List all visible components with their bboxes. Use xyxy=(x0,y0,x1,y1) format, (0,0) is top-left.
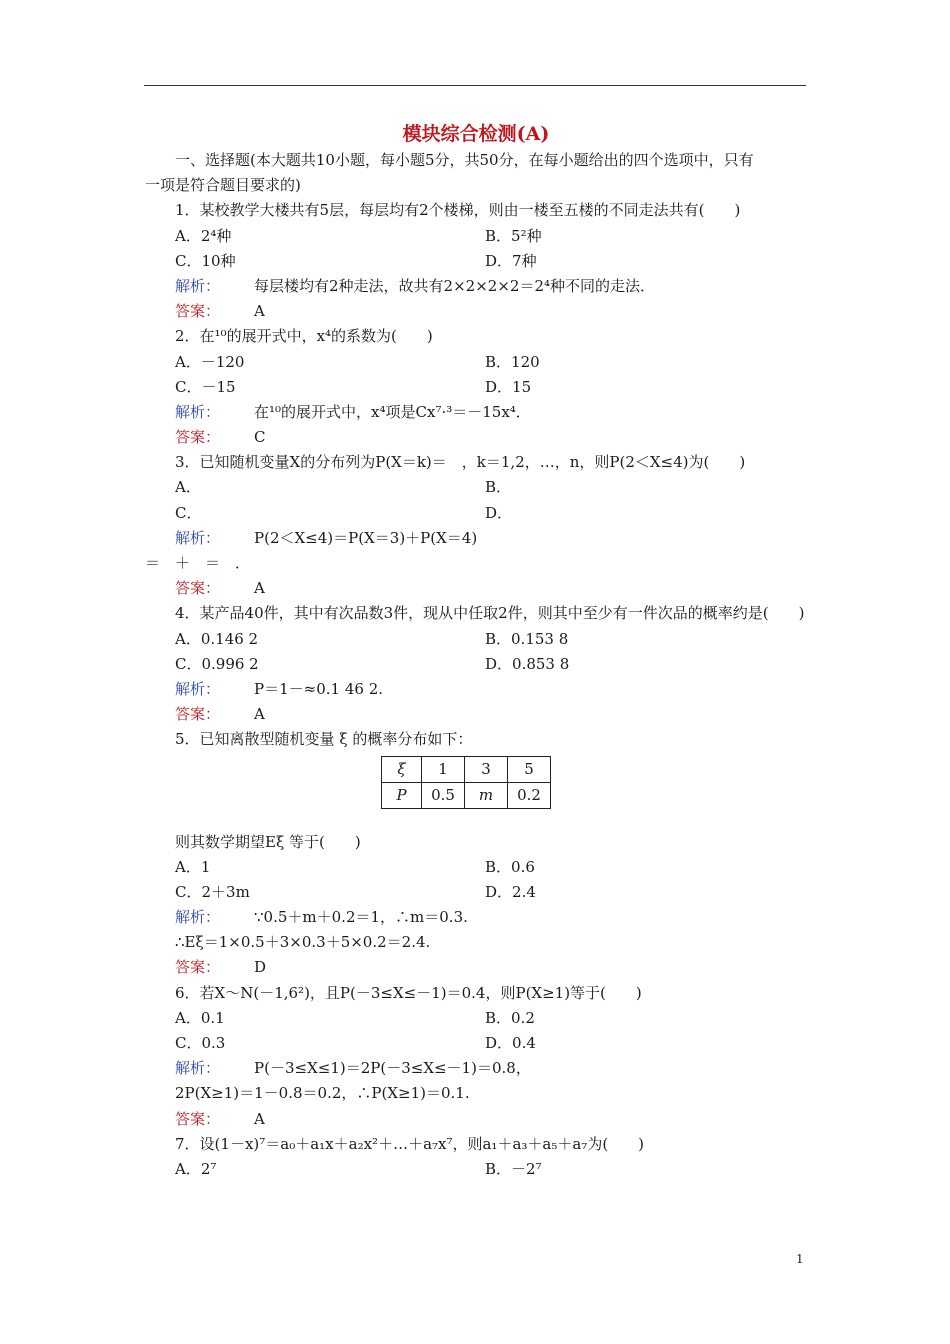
question-6-stem: 6．若X～N(－1,6²)，且P(－3≤X≤－1)＝0.4，则P(X≥1)等于( ) xyxy=(175,983,642,1002)
header-rule xyxy=(144,85,806,86)
question-7-stem: 7．设(1－x)⁷＝a₀＋a₁x＋a₂x²＋…＋a₇x⁷，则a₁＋a₃＋a₅＋a₇为( ) xyxy=(175,1134,645,1153)
question-3-options-ab xyxy=(145,475,807,500)
question-4-analysis xyxy=(145,677,807,702)
question-4-answer xyxy=(145,702,807,727)
option-d: D．7种 xyxy=(485,251,537,270)
analysis-text: 每层楼均有2种走法，故共有2×2×2×2＝2⁴种不同的走法． xyxy=(254,276,655,295)
question-2-answer xyxy=(145,425,807,450)
table-cell: 1 xyxy=(422,756,465,782)
question-6-analysis xyxy=(145,1056,807,1081)
option-b: B．120 xyxy=(485,352,540,371)
question-6-analysis-cont: 2P(X≥1)＝1－0.8＝0.2，∴P(X≥1)＝0.1. xyxy=(175,1084,470,1103)
page-number: 1 xyxy=(796,1252,804,1266)
question-3-analysis xyxy=(145,526,807,551)
question-1-analysis xyxy=(145,274,807,299)
question-1-options-ab xyxy=(145,224,807,249)
question-5-options-cd xyxy=(145,880,807,905)
option-c: C． xyxy=(175,503,202,522)
analysis-label: 解析： xyxy=(175,402,221,421)
option-a: A．2⁴种 xyxy=(175,226,232,245)
option-b: B．0.153 8 xyxy=(485,629,569,648)
question-3-options-cd xyxy=(145,501,807,526)
option-d: D．0.853 8 xyxy=(485,654,570,673)
table-row xyxy=(382,782,551,808)
answer-label: 答案： xyxy=(175,958,221,977)
question-6-options-ab xyxy=(145,1006,807,1031)
answer-text: C xyxy=(254,428,266,447)
option-a: A．0.146 2 xyxy=(175,629,259,648)
analysis-text: ∵0.5＋m＋0.2＝1，∴m＝0.3. xyxy=(254,908,468,927)
answer-text: A xyxy=(254,1109,265,1128)
question-5-answer xyxy=(145,955,807,980)
option-b: B． xyxy=(485,478,512,497)
table-cell: 5 xyxy=(508,756,551,782)
table-cell: 3 xyxy=(465,756,508,782)
question-3-stem: 3．已知随机变量X的分布列为P(X＝k)＝ ，k＝1,2，…，n，则P(2＜X≤4)为( ) xyxy=(175,453,746,472)
option-c: C．10种 xyxy=(175,251,236,270)
answer-text: D xyxy=(254,958,267,977)
section-intro: 一、选择题(本大题共10小题，每小题5分，共50分，在每小题给出的四个选项中，只有 xyxy=(175,151,754,169)
question-4-stem: 4．某产品40件，其中有次品数3件，现从中任取2件，则其中至少有一件次品的概率约是( ) xyxy=(175,604,805,623)
document-body xyxy=(145,120,807,1182)
analysis-label: 解析： xyxy=(175,528,221,547)
question-3-answer xyxy=(145,576,807,601)
option-b: B．－2⁷ xyxy=(485,1159,542,1178)
option-c: C．0.3 xyxy=(175,1034,226,1053)
table-cell: m xyxy=(465,782,508,808)
analysis-text: P＝1－≈0.1 46 2. xyxy=(254,679,384,698)
answer-text: A xyxy=(254,705,265,724)
table-header-cell: ξ xyxy=(382,756,422,782)
option-a: A．0.1 xyxy=(175,1008,225,1027)
question-5-analysis xyxy=(145,905,807,930)
question-2-options-cd xyxy=(145,375,807,400)
answer-text: A xyxy=(254,302,265,321)
option-d: D．15 xyxy=(485,377,532,396)
option-c: C．0.996 2 xyxy=(175,654,259,673)
answer-label: 答案： xyxy=(175,1109,221,1128)
table-header-cell: P xyxy=(382,782,422,808)
analysis-label: 解析： xyxy=(175,679,221,698)
table-row xyxy=(382,756,551,782)
option-a: A． xyxy=(175,478,201,497)
question-1-answer xyxy=(145,299,807,324)
analysis-text: 在¹⁰的展开式中，x⁴项是Cx⁷·³＝－15x⁴． xyxy=(254,402,531,421)
page-title: 模块综合检测(A) xyxy=(402,123,550,145)
question-7-options-ab xyxy=(145,1157,807,1182)
option-d: D．0.4 xyxy=(485,1034,536,1053)
option-b: B．0.6 xyxy=(485,857,535,876)
option-d: D． xyxy=(485,503,513,522)
question-1-options-cd xyxy=(145,249,807,274)
question-1-stem: 1．某校教学大楼共有5层，每层均有2个楼梯，则由一楼至五楼的不同走法共有( ) xyxy=(175,201,741,220)
question-5-analysis-cont: ∴Eξ＝1×0.5＋3×0.3＋5×0.2＝2.4. xyxy=(175,933,431,952)
answer-label: 答案： xyxy=(175,579,221,598)
analysis-label: 解析： xyxy=(175,908,221,927)
section-intro-cont: 一项是符合题目要求的) xyxy=(145,176,301,195)
option-c: C．－15 xyxy=(175,377,236,396)
question-4-options-ab xyxy=(145,627,807,652)
question-5-options-ab xyxy=(145,855,807,880)
analysis-text: P(2＜X≤4)＝P(X＝3)＋P(X＝4) xyxy=(254,528,478,547)
answer-label: 答案： xyxy=(175,428,221,447)
question-5-stem-cont: 则其数学期望Eξ 等于( ) xyxy=(175,832,361,851)
option-c: C．2＋3m xyxy=(175,882,250,901)
question-6-options-cd xyxy=(145,1031,807,1056)
question-3-analysis-cont: ＝ ＋ ＝ ． xyxy=(145,554,251,572)
answer-label: 答案： xyxy=(175,705,221,724)
question-5-stem: 5．已知离散型随机变量 ξ 的概率分布如下： xyxy=(175,730,473,749)
analysis-text: P(－3≤X≤1)＝2P(－3≤X≤－1)＝0.8， xyxy=(254,1059,531,1078)
option-d: D．2.4 xyxy=(485,882,536,901)
question-2-options-ab xyxy=(145,350,807,375)
option-a: A．－120 xyxy=(175,352,245,371)
question-2-stem: 2．在¹⁰的展开式中，x⁴的系数为( ) xyxy=(175,327,433,346)
analysis-label: 解析： xyxy=(175,276,221,295)
answer-label: 答案： xyxy=(175,302,221,321)
analysis-label: 解析： xyxy=(175,1059,221,1078)
option-a: A．2⁷ xyxy=(175,1159,217,1178)
question-2-analysis xyxy=(145,400,807,425)
answer-text: A xyxy=(254,579,265,598)
distribution-table xyxy=(381,756,551,809)
option-b: B．0.2 xyxy=(485,1008,535,1027)
option-a: A．1 xyxy=(175,857,211,876)
option-b: B．5²种 xyxy=(485,226,542,245)
table-cell: 0.2 xyxy=(508,782,551,808)
question-4-options-cd xyxy=(145,652,807,677)
question-6-answer xyxy=(145,1107,807,1132)
table-cell: 0.5 xyxy=(422,782,465,808)
